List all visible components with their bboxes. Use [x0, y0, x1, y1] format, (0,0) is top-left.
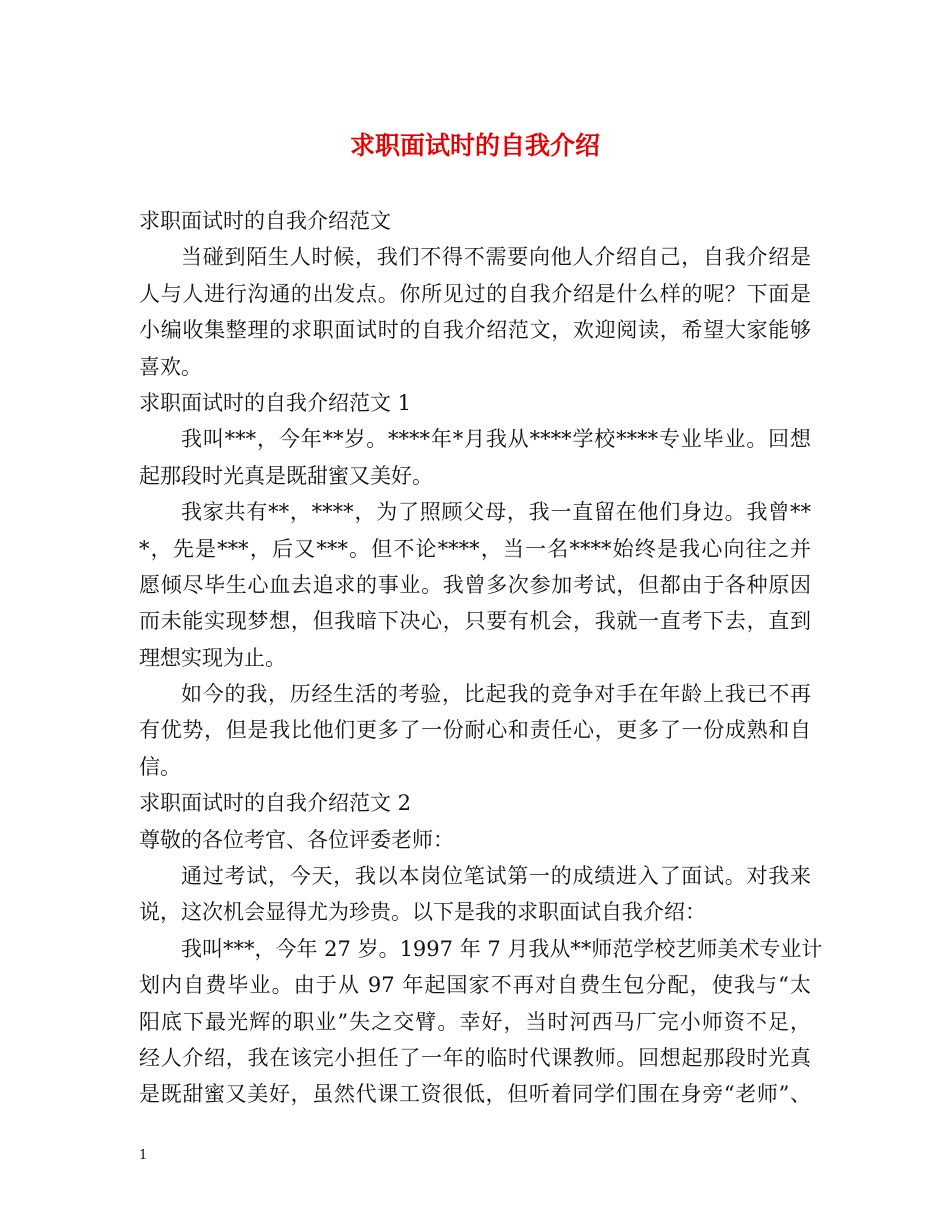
section-heading-example-2: 求职面试时的自我介绍范文 2 — [139, 791, 412, 816]
page-number: 1 — [139, 1148, 148, 1163]
section-heading-example-1: 求职面试时的自我介绍范文 1 — [139, 390, 412, 415]
paragraph-line: 理想实现为止。 — [139, 645, 286, 670]
paragraph-line: 而未能实现梦想，但我暗下决心，只要有机会，我就一直考下去，直到 — [139, 609, 811, 634]
document-body — [139, 203, 823, 1113]
paragraph-line: 划内自费毕业。由于从 97 年起国家不再对自费生包分配，使我与“太 — [139, 973, 811, 998]
paragraph-line: 我叫***，今年**岁。****年*月我从****学校****专业毕业。回想 — [181, 427, 811, 452]
paragraph-line: 通过考试，今天，我以本岗位笔试第一的成绩进入了面试。对我来 — [181, 864, 811, 889]
paragraph-line: 起那段时光真是既甜蜜又美好。 — [139, 463, 433, 488]
paragraph-line: 我家共有**，****，为了照顾父母，我一直留在他们身边。我曾** — [181, 500, 811, 525]
paragraph-line: 信。 — [139, 754, 181, 779]
paragraph-line: 小编收集整理的求职面试时的自我介绍范文，欢迎阅读，希望大家能够 — [139, 318, 811, 343]
paragraph-line: *，先是***，后又***。但不论****，当一名****始终是我心向往之并 — [139, 536, 811, 561]
section-heading-intro: 求职面试时的自我介绍范文 — [139, 209, 391, 233]
paragraph-line: 说，这次机会显得尤为珍贵。以下是我的求职面试自我介绍： — [139, 900, 706, 925]
paragraph-line: 人与人进行沟通的出发点。你所见过的自我介绍是什么样的呢？下面是 — [139, 281, 811, 306]
paragraph-line: 有优势，但是我比他们更多了一份耐心和责任心，更多了一份成熟和自 — [139, 718, 811, 743]
paragraph-line: 愿倾尽毕生心血去追求的事业。我曾多次参加考试，但都由于各种原因 — [139, 572, 811, 597]
paragraph-line: 如今的我，历经生活的考验，比起我的竞争对手在年龄上我已不再 — [181, 682, 811, 707]
paragraph-line: 喜欢。 — [139, 354, 202, 379]
paragraph-line: 阳底下最光辉的职业”失之交臂。幸好，当时河西马厂完小师资不足， — [139, 1009, 811, 1034]
paragraph-line: 经人介绍，我在该完小担任了一年的临时代课教师。回想起那段时光真 — [139, 1045, 811, 1070]
salutation-line: 尊敬的各位考官、各位评委老师： — [139, 827, 454, 852]
document-title: 求职面试时的自我介绍 — [349, 131, 600, 160]
paragraph-line: 当碰到陌生人时候，我们不得不需要向他人介绍自己，自我介绍是 — [181, 245, 811, 270]
paragraph-line: 是既甜蜜又美好，虽然代课工资很低，但听着同学们围在身旁“老师”、 — [139, 1082, 811, 1107]
paragraph-line: 我叫***，今年 27 岁。1997 年 7 月我从**师范学校艺师美术专业计 — [181, 936, 823, 961]
